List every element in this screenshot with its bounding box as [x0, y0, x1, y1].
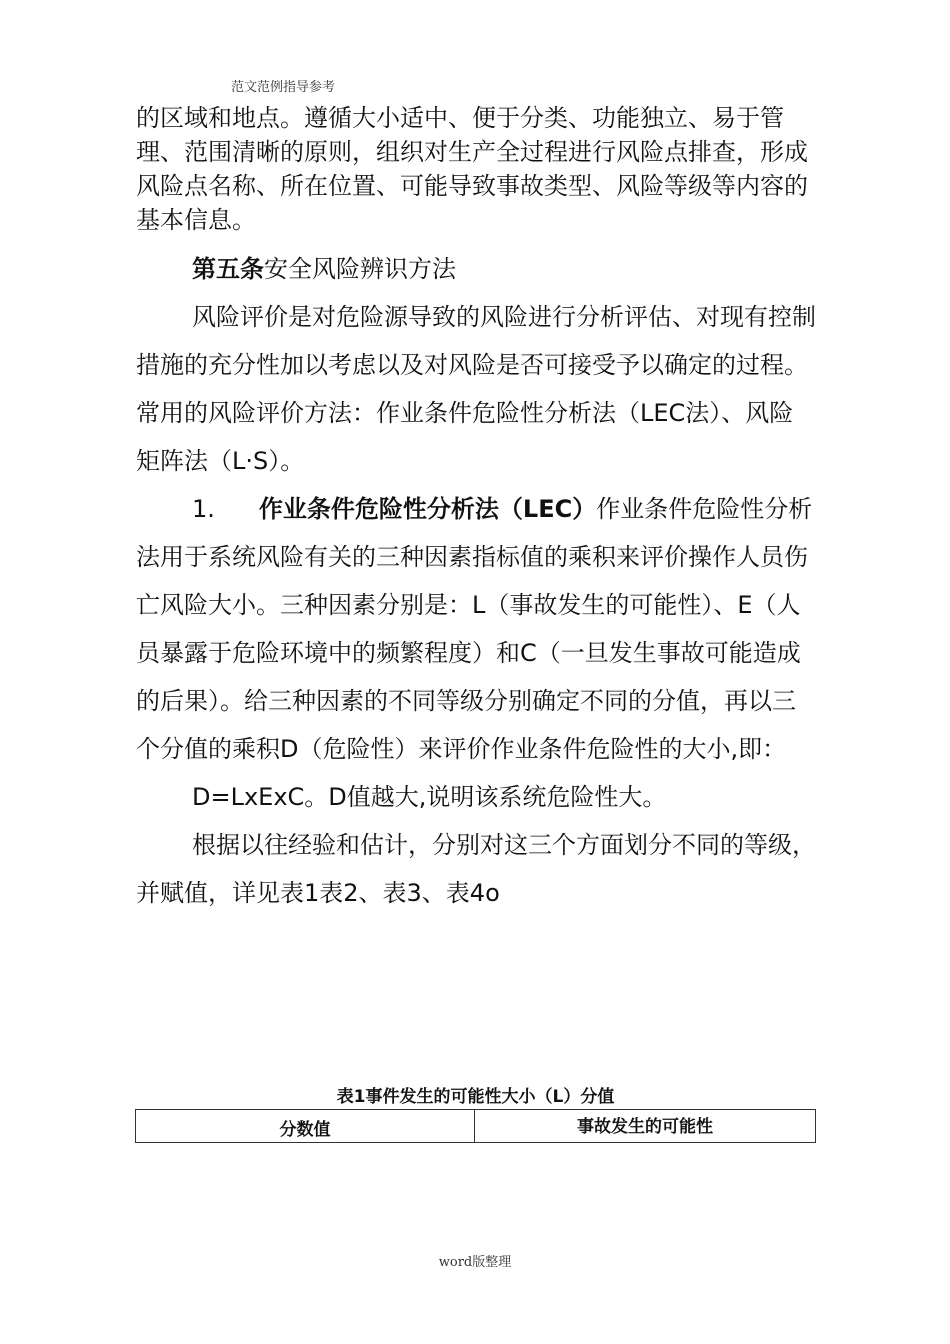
table-header-score: 分数值 — [136, 1110, 475, 1143]
paragraph-lec — [136, 485, 816, 773]
article-5-title: 安全风险辨识方法 — [264, 255, 456, 283]
paragraph-continuation: 的区域和地点。遵循大小适中、便于分类、功能独立、易于管理、范围清晰的原则，组织对生产全过程进行风险点排查，形成风险点名称、所在位置、可能导致事故类型、风险等级等内容的基本信息。 — [136, 104, 808, 234]
page-header: 范文范例指导参考 — [231, 80, 336, 95]
paragraph-risk-evaluation: 风险评价是对危险源导致的风险进行分析评估、对现有控制措施的充分性加以考虑以及对风险是否可接受予以确定的过程。常用的风险评价方法：作业条件危险性分析法（LEC法）、风险矩阵法（L·S）。 — [136, 303, 816, 475]
table-1 — [135, 1086, 816, 1143]
article-5-heading — [136, 245, 816, 293]
page-footer: word版整理 — [438, 1255, 512, 1270]
article-5-number: 第五条 — [192, 255, 264, 283]
table-header-likelihood: 事故发生的可能性 — [475, 1110, 816, 1143]
table-header-row — [136, 1110, 816, 1143]
formula-paragraph: D=LxExC。D值越大,说明该系统危险性大。 — [192, 783, 667, 811]
table-1-title: 表1事件发生的可能性大小（L）分值 — [336, 1087, 615, 1107]
paragraph-basis: 根据以往经验和估计，分别对这三个方面划分不同的等级，并赋值，详见表1表2、表3、表4o — [136, 831, 816, 907]
table-1-grid — [135, 1109, 816, 1143]
lec-number: 1. — [192, 495, 215, 523]
document-body — [136, 101, 816, 917]
lec-body: 作业条件危险性分析法用于系统风险有关的三种因素指标值的乘积来评价操作人员伤亡风险大小。三种因素分别是：L（事故发生的可能性）、E（人员暴露于危险环境中的频繁程度）和C（一旦发生事故可能造成的后果）。给三种因素的不同等级分别确定不同的分值，再以三个分值的乘积D（危险性）来评价作业条件危险性的大小,即： — [136, 495, 813, 763]
lec-heading: 作业条件危险性分析法（LEC） — [258, 495, 597, 523]
